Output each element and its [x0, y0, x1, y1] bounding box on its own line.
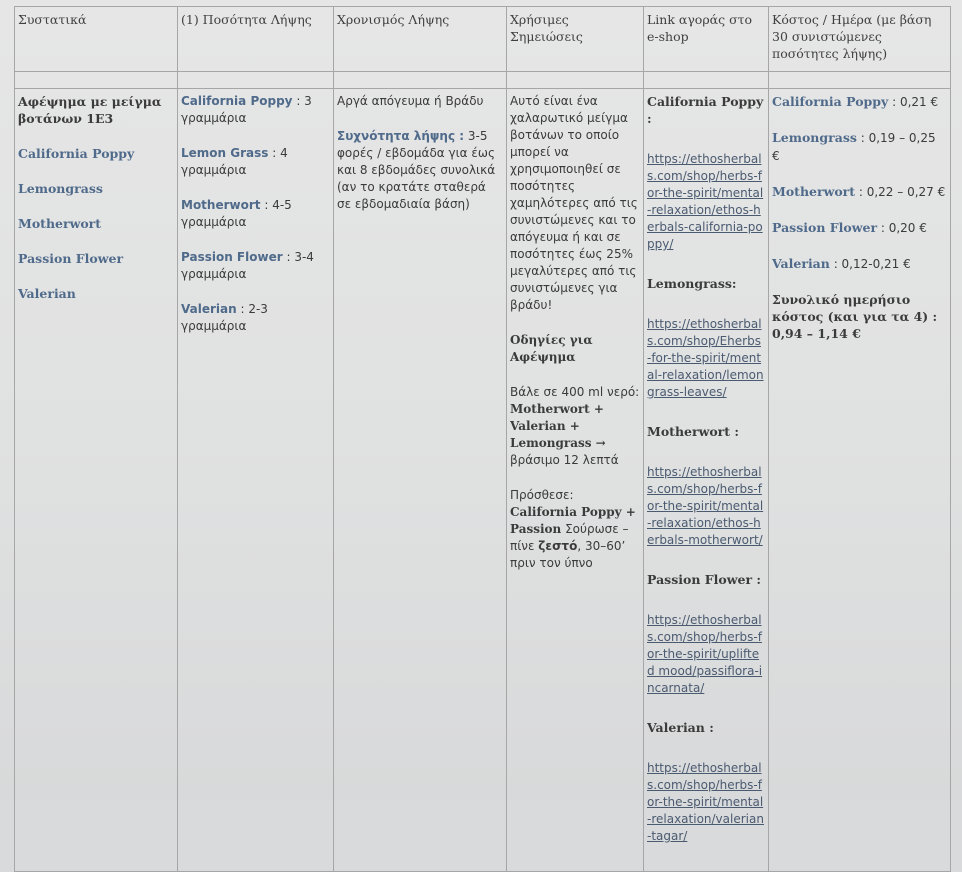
- timing-when: Αργά απόγευμα ή Βράδυ: [337, 94, 484, 108]
- cost-item: Valerian : 0,12-0,21 €: [772, 256, 911, 271]
- shop-label: Lemongrass:: [647, 276, 737, 291]
- cost-item: Lemongrass : 0,19 – 0,25 €: [772, 130, 936, 163]
- header-notes: Χρήσιμες Σημειώσεις: [507, 7, 644, 72]
- shop-link[interactable]: https://ethosherbals.com/shop/herbs-for-the-spirit/mental-relaxation/valerian-tagar/: [647, 761, 764, 843]
- ingredients-cell: [15, 89, 178, 872]
- dosage-item: Motherwort : 4-5 γραμμάρια: [181, 198, 292, 229]
- header-cost: Κόστος / Ημέρα (με βάση 30 συνιστώμενες ποσότητες λήψης): [769, 7, 951, 72]
- dosage-item: Lemon Grass : 4 γραμμάρια: [181, 146, 288, 177]
- timing-frequency: Συχνότητα λήψης : 3-5 φορές / εβδομάδα για έως και 8 εβδομάδες συνολικά (αν το κρατάτε σταθερά σε εβδομαδιαία βάση): [337, 129, 496, 211]
- shop-label: Passion Flower :: [647, 572, 761, 587]
- instructions-step-2: Πρόσθεσε: California Poppy + Passion Σούρωσε – πίνε ζεστό, 30–60’ πριν τον ύπνο: [510, 488, 636, 570]
- shop-label: California Poppy :: [647, 94, 764, 126]
- shop-link[interactable]: https://ethosherbals.com/shop/herbs-for-the-spirit/mental-relaxation/ethos-herbals-motherwort/: [647, 465, 764, 547]
- instructions-title: Οδηγίες για Αφέψημα: [510, 333, 593, 364]
- ingredient-item: California Poppy: [18, 146, 135, 161]
- ingredient-item: Motherwort: [18, 216, 102, 231]
- header-row: [15, 7, 951, 72]
- shop-link[interactable]: https://ethosherbals.com/shop/herbs-for-the-spirit/mental-relaxation/ethos-herbals-california-poppy/: [647, 152, 764, 251]
- dosage-item: California Poppy : 3 γραμμάρια: [181, 94, 312, 125]
- shop-cell: [644, 89, 769, 872]
- mix-title: Αφέψημα με μείγμα βοτάνων 1Ε3: [18, 94, 162, 126]
- cost-cell: [769, 89, 951, 872]
- header-dosage: (1) Ποσότητα Λήψης: [178, 7, 334, 72]
- shop-label: Motherwort :: [647, 424, 739, 439]
- dosage-item: Valerian : 2-3 γραμμάρια: [181, 302, 268, 333]
- notes-intro: Αυτό είναι ένα χαλαρωτικό μείγμα βοτάνων το οποίο μπορεί να χρησιμοποιηθεί σε ποσότητες χαμηλότερες από τις συνιστώμενες και το απόγευμα ή και σε ποσότητες έως 25% μεγαλύτερες από τις συνιστώμενες για βράδυ!: [510, 94, 638, 312]
- herbal-mix-table: [14, 6, 951, 872]
- cost-item: Motherwort : 0,22 – 0,27 €: [772, 184, 946, 199]
- ingredient-item: Valerian: [18, 286, 76, 301]
- content-row: [15, 89, 951, 872]
- spacer-row: [15, 72, 951, 89]
- cost-total: Συνολικό ημερήσιο κόστος (και για τα 4) : 0,94 – 1,14 €: [772, 292, 938, 341]
- header-timing: Χρονισμός Λήψης: [334, 7, 507, 72]
- cost-item: Passion Flower : 0,20 €: [772, 220, 927, 235]
- header-ingredients: Συστατικά: [15, 7, 178, 72]
- shop-label: Valerian :: [647, 720, 714, 735]
- shop-link[interactable]: https://ethosherbals.com/shop/herbs-for-the-spirit/uplifted mood/passiflora-incarnata/: [647, 613, 763, 695]
- cost-item: California Poppy : 0,21 €: [772, 94, 939, 109]
- notes-cell: [507, 89, 644, 872]
- shop-link[interactable]: https://ethosherbals.com/shop/Eherbs-for-the-spirit/mental-relaxation/lemongrass-leaves/: [647, 317, 764, 399]
- header-shop: Link αγοράς στο e-shop: [644, 7, 769, 72]
- dosage-item: Passion Flower : 3-4 γραμμάρια: [181, 250, 314, 281]
- dosage-cell: [178, 89, 334, 872]
- timing-cell: [334, 89, 507, 872]
- ingredient-item: Lemongrass: [18, 181, 103, 196]
- ingredient-item: Passion Flower: [18, 251, 124, 266]
- instructions-step-1: Βάλε σε 400 ml νερό: Motherwort + Valerian + Lemongrass → βράσιμο 12 λεπτά: [510, 385, 640, 467]
